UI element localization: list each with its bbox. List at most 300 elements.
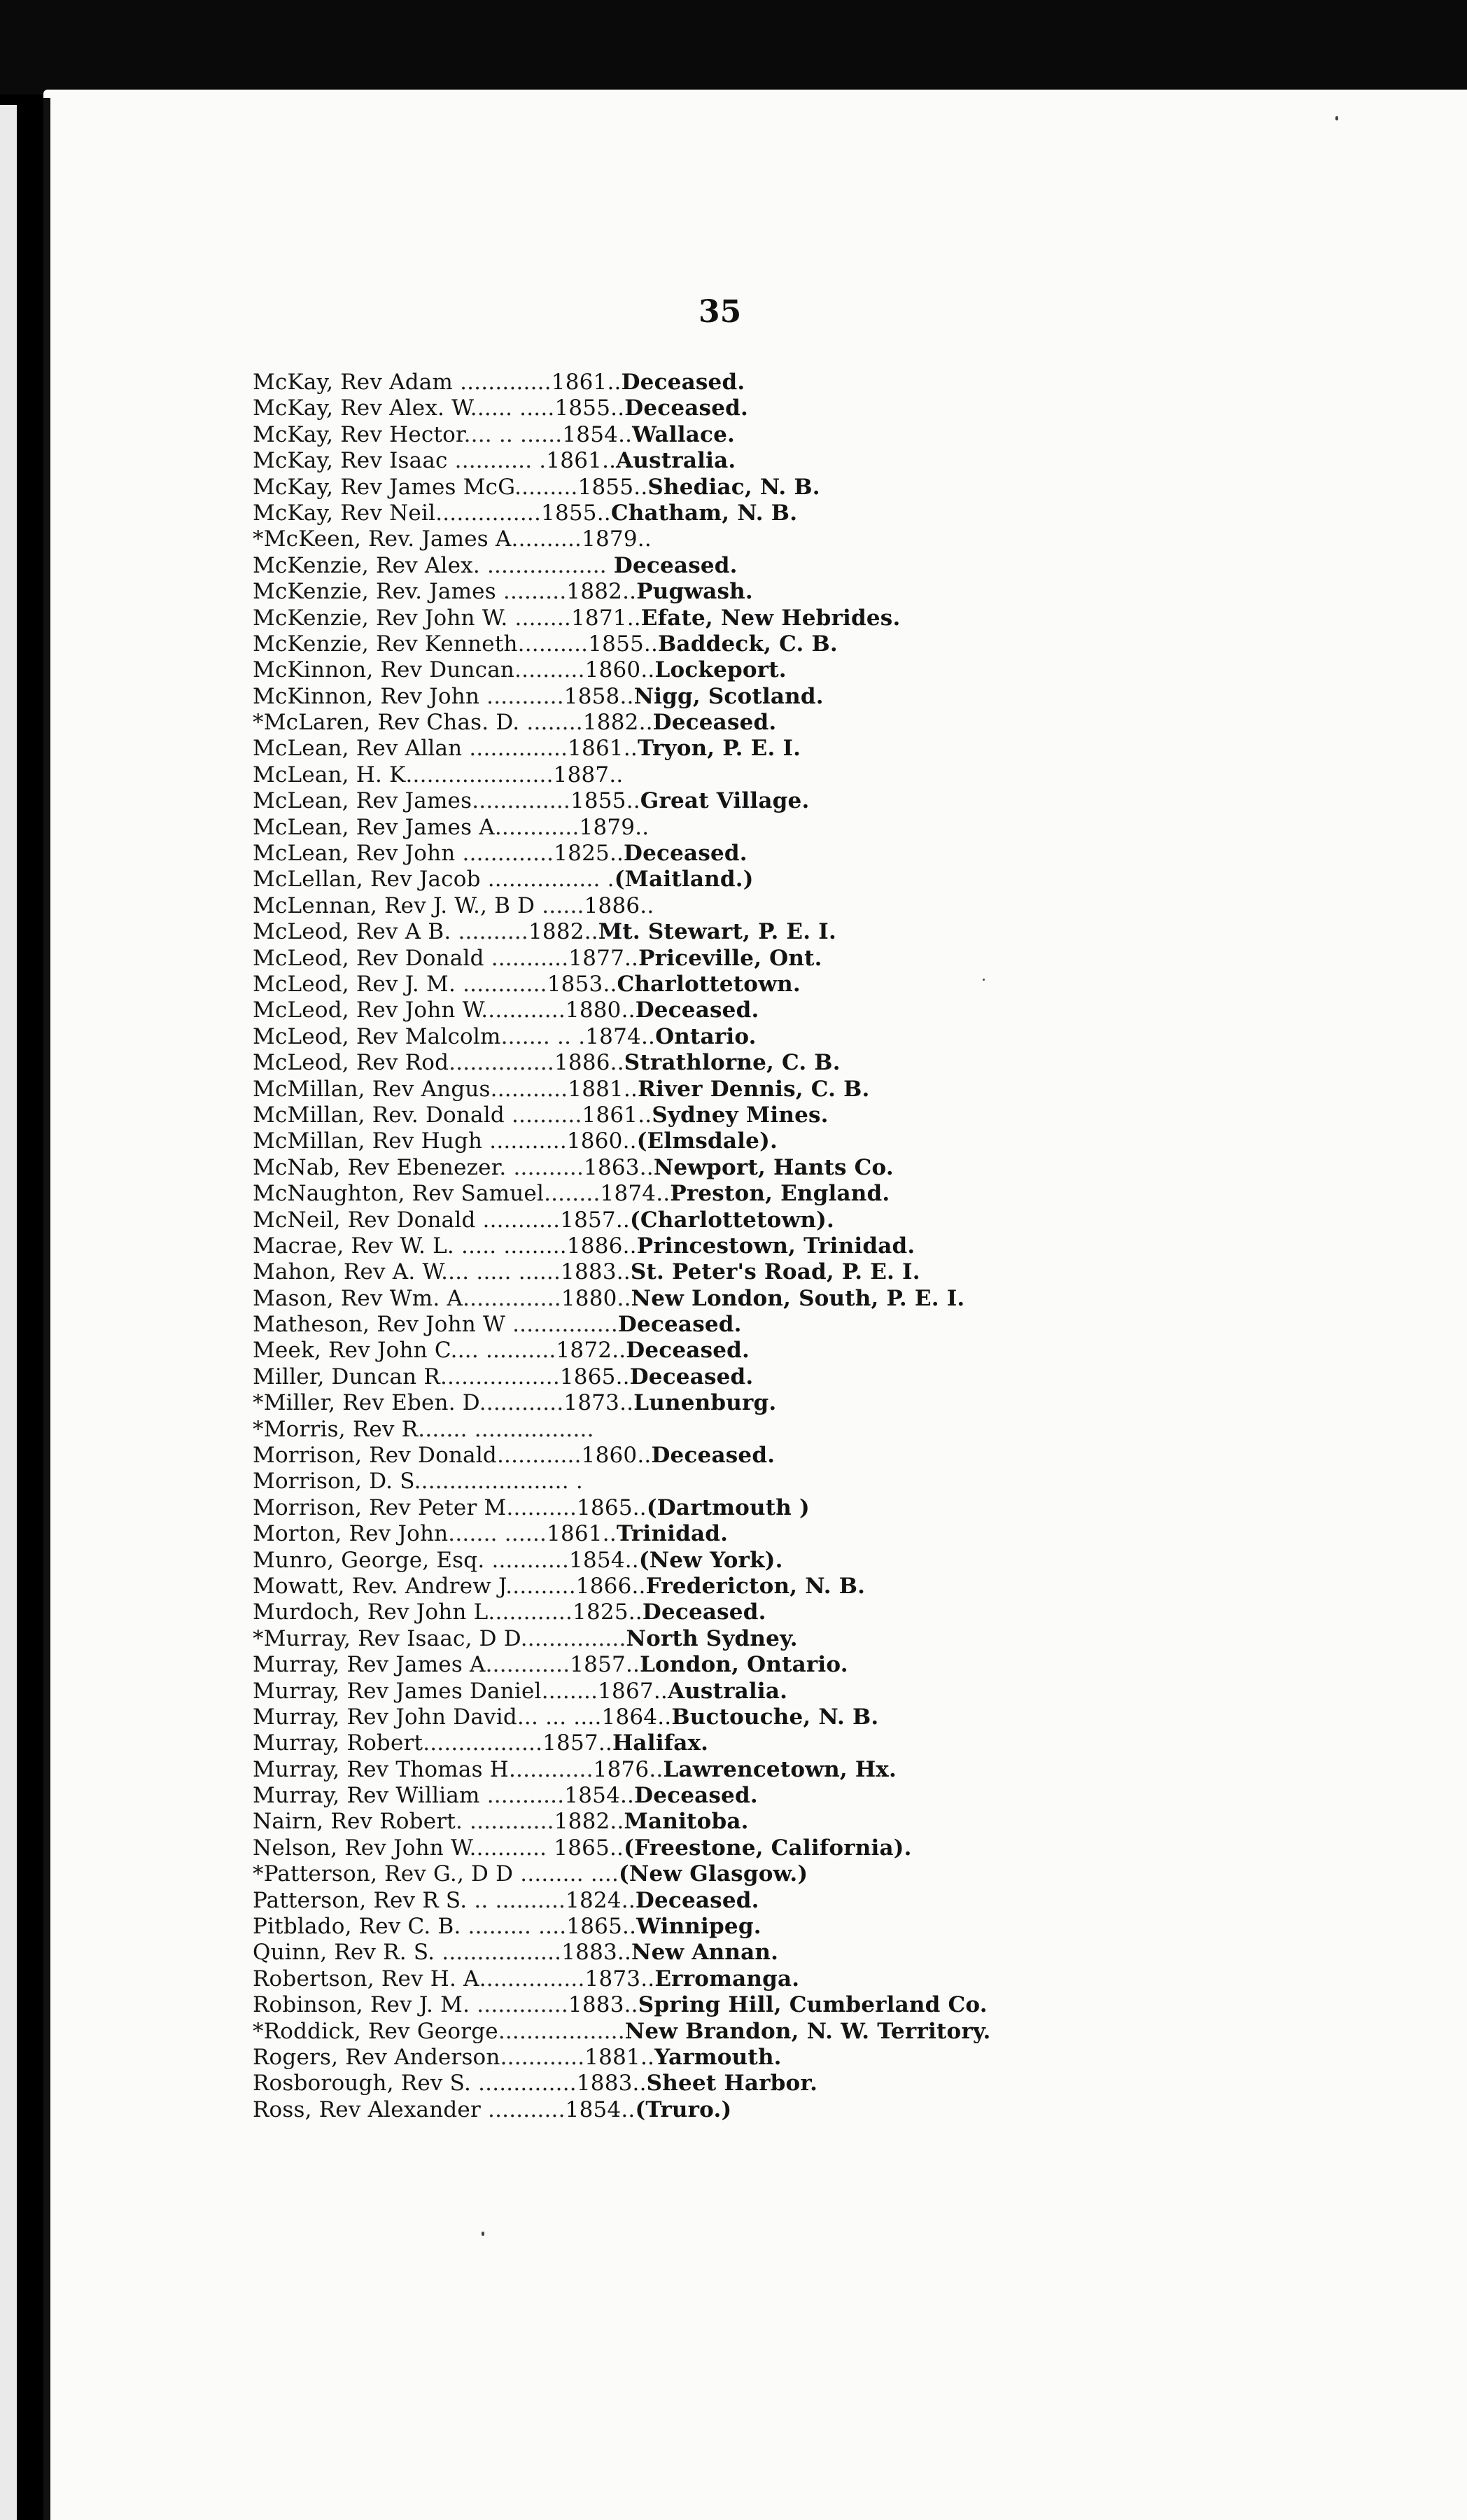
- directory-entry: [253, 762, 1443, 788]
- directory-entry: [253, 1155, 1443, 1181]
- entry-separator: ..: [638, 710, 653, 736]
- entry-year: 1860: [584, 657, 641, 683]
- entry-year: 1855: [588, 631, 644, 657]
- leader-dots: .............: [470, 1992, 568, 2018]
- directory-entry: [253, 2045, 1443, 2071]
- entry-name: Matheson, Rev John W: [253, 1312, 506, 1338]
- leader-dots: ... ... ....: [517, 1704, 602, 1730]
- entry-year: 1860: [566, 1128, 623, 1154]
- entry-separator: ..: [635, 814, 650, 840]
- leader-dots: ............: [485, 1652, 570, 1678]
- leader-dots: . ............: [455, 1809, 554, 1835]
- leader-dots: ..............: [471, 2071, 577, 2096]
- entry-year: 1874: [600, 1181, 657, 1207]
- entry-location: New Brandon, N. W. Territory.: [624, 2018, 991, 2044]
- directory-entry: [253, 1548, 1443, 1574]
- entry-separator: ..: [621, 997, 636, 1023]
- entry-year: 1824: [566, 1887, 622, 1913]
- leader-dots: ............: [500, 2045, 585, 2070]
- entry-name: Nairn, Rev Robert: [253, 1809, 456, 1835]
- directory-entry: [253, 1024, 1443, 1050]
- entry-year: 1883: [561, 1259, 617, 1285]
- directory-entry: [253, 788, 1443, 814]
- entry-year: 1877: [568, 945, 624, 971]
- directory-entry: [253, 1390, 1443, 1416]
- entry-separator: ..: [637, 526, 652, 552]
- entry-name: Morrison, Rev Donald: [253, 1443, 497, 1469]
- leader-dots: ............: [488, 1600, 573, 1625]
- entry-name: McLeod, Rev A B.: [253, 919, 451, 945]
- entry-year: 1861: [568, 736, 624, 762]
- directory-entry: [253, 553, 1443, 579]
- directory-entry: [253, 710, 1443, 736]
- directory-entry: [253, 1208, 1443, 1233]
- entry-separator: ..: [609, 1835, 624, 1861]
- entry-name: McMillan, Rev Angus: [253, 1076, 491, 1102]
- entry-location: North Sydney.: [626, 1625, 798, 1651]
- entry-location: Baddeck, C. B.: [658, 631, 838, 657]
- entry-separator: ..: [638, 1102, 652, 1128]
- directory-entry: [253, 1626, 1443, 1652]
- leader-dots: .................: [479, 552, 614, 578]
- directory-entry: [253, 1574, 1443, 1600]
- entry-year: 1882: [582, 710, 639, 736]
- leader-dots: .........: [514, 474, 578, 500]
- entry-separator: ..: [626, 788, 640, 814]
- entry-location: New London, South, P. E. I.: [631, 1285, 965, 1311]
- directory-entry: [253, 1861, 1443, 1887]
- leader-dots: ..............: [472, 788, 570, 814]
- entry-year: 1855: [541, 500, 597, 526]
- leader-dots: ..........: [504, 1102, 582, 1128]
- leader-dots: ..........: [506, 1154, 584, 1180]
- directory-entry: [253, 1338, 1443, 1364]
- entry-name: McLean, Rev Allan: [253, 736, 463, 762]
- leader-dots: .............: [455, 841, 554, 867]
- entry-location: Priceville, Ont.: [638, 945, 822, 971]
- entry-year: 1871: [570, 605, 627, 631]
- directory-entry: [253, 1940, 1443, 1966]
- entry-location: Deceased.: [652, 710, 777, 736]
- entry-location: Strathlorne, C. B.: [624, 1050, 841, 1076]
- entry-location: Lawrencetown, Hx.: [663, 1756, 897, 1782]
- directory-entry: [253, 946, 1443, 972]
- entry-name: Meek, Rev John C: [253, 1338, 451, 1364]
- leader-dots: ........: [507, 605, 571, 631]
- entry-separator: ..: [610, 396, 625, 421]
- entry-year: 1825: [573, 1600, 629, 1625]
- entry-year: 1854: [569, 1547, 625, 1573]
- entry-name: Quinn, Rev R. S.: [253, 1940, 435, 1966]
- entry-name: Robinson, Rev J. M.: [253, 1992, 470, 2018]
- entry-separator: ..: [631, 1573, 646, 1599]
- entry-location: (Charlottetown).: [629, 1207, 834, 1233]
- directory-entry: [253, 1757, 1443, 1783]
- entry-separator: ..: [624, 945, 639, 971]
- directory-entry: [253, 1443, 1443, 1469]
- leader-dots: ...........: [516, 1756, 594, 1782]
- entry-location: Wallace.: [632, 421, 736, 447]
- entry-name: McLeod, Rev J. M.: [253, 971, 456, 997]
- leader-dots: ...........: [484, 1547, 570, 1573]
- entry-year: 1882: [528, 919, 584, 945]
- entry-year: 1857: [542, 1730, 598, 1756]
- entry-separator: ..: [623, 736, 638, 762]
- entry-location: (New Glasgow.): [619, 1861, 808, 1887]
- entry-location: Shediac, N. B.: [647, 474, 820, 500]
- entry-name: McMillan, Rev. Donald: [253, 1102, 505, 1128]
- entry-location: Nigg, Scotland.: [633, 683, 824, 709]
- leader-dots: .... ..... ......: [441, 1259, 561, 1285]
- entry-separator: ..: [602, 1521, 617, 1547]
- entry-name: Macrae, Rev W. L.: [253, 1233, 454, 1259]
- entry-year: 1872: [556, 1338, 612, 1364]
- leader-dots: ..................: [498, 2018, 625, 2044]
- entry-separator: ..: [625, 1652, 640, 1678]
- entry-location: Buctouche, N. B.: [671, 1704, 879, 1730]
- entry-location: Deceased.: [624, 396, 749, 421]
- entry-year: 1854: [565, 2096, 622, 2122]
- entry-separator: ..: [609, 762, 624, 788]
- leader-dots: ......: [535, 892, 584, 918]
- entry-name: Murray, Rev John David: [253, 1704, 517, 1730]
- entry-name: McLeod, Rev Rod: [253, 1050, 449, 1076]
- directory-list: [253, 370, 1443, 2123]
- entry-separator: ..: [598, 1730, 612, 1756]
- entry-name: McKinnon, Rev John: [253, 683, 480, 709]
- entry-location: Deceased.: [634, 1783, 758, 1809]
- leader-dots: ..........: [517, 631, 589, 657]
- entry-year: 1873: [584, 1966, 641, 1991]
- leader-dots: .............: [453, 370, 552, 395]
- entry-name: Murray, Rev William: [253, 1783, 480, 1809]
- entry-year: 1873: [563, 1390, 620, 1416]
- leader-dots: ................ .: [480, 867, 615, 892]
- entry-name: McLeod, Rev Donald: [253, 945, 484, 971]
- entry-year: 1865: [577, 1494, 633, 1520]
- entry-year: 1867: [598, 1678, 654, 1704]
- directory-entry: [253, 1521, 1443, 1547]
- entry-year: 1857: [570, 1652, 626, 1678]
- gutter-shadow: [17, 105, 43, 2520]
- leader-dots: ........: [544, 1181, 601, 1207]
- directory-entry: [253, 1966, 1443, 1992]
- entry-name: McNaughton, Rev Samuel: [253, 1181, 545, 1207]
- directory-entry: [253, 997, 1443, 1023]
- entry-location: Deceased.: [651, 1443, 775, 1469]
- leader-dots: ...........: [469, 1835, 554, 1861]
- scan-top-border: [0, 0, 1467, 94]
- entry-name: *Patterson, Rev G., D D: [253, 1861, 514, 1887]
- directory-entry: [253, 1417, 1443, 1443]
- entry-location: Pugwash.: [636, 579, 753, 605]
- entry-year: 1861: [582, 1102, 638, 1128]
- entry-location: (Maitland.): [614, 867, 754, 892]
- entry-name: McKay, Rev Adam: [253, 370, 454, 395]
- entry-separator: ..: [624, 1992, 638, 2018]
- entry-location: Erromanga.: [654, 1966, 800, 1991]
- entry-separator: ..: [643, 631, 659, 657]
- entry-location: (Truro.): [635, 2096, 732, 2122]
- entry-name: Munro, George, Esq.: [253, 1547, 485, 1573]
- directory-entry: [253, 841, 1443, 867]
- dust-speck: [482, 2232, 484, 2236]
- entry-name: McKenzie, Rev Kenneth: [253, 631, 518, 657]
- entry-year: 1883: [561, 1940, 617, 1966]
- leader-dots: ...........: [475, 1207, 561, 1233]
- entry-separator: ..: [621, 2096, 636, 2122]
- leader-dots: ..............: [486, 1966, 585, 1991]
- entry-name: Rosborough, Rev S.: [253, 2071, 472, 2096]
- entry-year: 1879: [579, 814, 636, 840]
- entry-location: New Annan.: [631, 1940, 779, 1966]
- directory-entry: [253, 867, 1443, 892]
- directory-entry: [253, 1312, 1443, 1338]
- directory-entry: [253, 370, 1443, 396]
- entry-name: Miller, Duncan R: [253, 1364, 440, 1390]
- leader-dots: ..........: [451, 919, 528, 945]
- leader-dots: ...................... .: [414, 1469, 583, 1494]
- directory-entry: [253, 396, 1443, 421]
- leader-dots: .. ..........: [467, 1887, 566, 1913]
- directory-entry: [253, 815, 1443, 841]
- entry-name: McLean, Rev James: [253, 788, 472, 814]
- directory-entry: [253, 1835, 1443, 1861]
- directory-entry: [253, 1469, 1443, 1494]
- entry-separator: ..: [640, 892, 654, 918]
- leader-dots: ..........: [514, 657, 585, 683]
- entry-name: Morrison, Rev Peter M: [253, 1494, 507, 1520]
- entry-year: 1881: [568, 1076, 624, 1102]
- leader-dots: ...............: [520, 1625, 626, 1651]
- directory-entry: [253, 422, 1443, 448]
- directory-entry: [253, 1809, 1443, 1835]
- entry-name: McLeod, Rev Malcolm: [253, 1023, 501, 1049]
- leader-dots: ............: [479, 1390, 564, 1416]
- entry-location: Newport, Hants Co.: [653, 1154, 894, 1180]
- entry-separator: ..: [633, 474, 648, 500]
- dust-speck: [1335, 116, 1338, 120]
- entry-location: Sheet Harbor.: [646, 2071, 818, 2096]
- entry-location: Australia.: [616, 448, 736, 474]
- entry-year: 1855: [577, 474, 634, 500]
- entry-name: McKenzie, Rev. James: [253, 579, 496, 605]
- leader-dots: ............: [494, 814, 580, 840]
- entry-year: 1883: [568, 1992, 624, 2018]
- leader-dots: ...............: [449, 1050, 554, 1076]
- entry-location: Winnipeg.: [636, 1914, 761, 1940]
- directory-entry: [253, 526, 1443, 552]
- entry-location: Manitoba.: [624, 1809, 749, 1835]
- leader-dots: ........: [519, 710, 583, 736]
- leader-dots: ...........: [479, 1783, 565, 1809]
- entry-name: McLennan, Rev J. W., B D: [253, 892, 535, 918]
- entry-year: 1865: [566, 1914, 623, 1940]
- entry-location: Tryon, P. E. I.: [637, 736, 801, 762]
- entry-separator: ..: [615, 1364, 630, 1390]
- entry-location: Deceased.: [635, 997, 759, 1023]
- entry-year: 1880: [565, 997, 622, 1023]
- entry-separator: ..: [616, 1259, 631, 1285]
- entry-location: London, Ontario.: [640, 1652, 848, 1678]
- binding-edge: [43, 98, 50, 2520]
- entry-year: 1825: [554, 841, 610, 867]
- directory-entry: [253, 1286, 1443, 1312]
- entry-name: McKay, Rev Alex. W: [253, 396, 470, 421]
- entry-year: 1854: [564, 1783, 620, 1809]
- entry-separator: ..: [622, 1914, 637, 1940]
- entry-separator: ..: [649, 1756, 664, 1782]
- leader-dots: ............: [496, 1443, 582, 1469]
- entry-name: Robertson, Rev H. A.: [253, 1966, 486, 1991]
- entry-separator: ..: [622, 1128, 637, 1154]
- entry-location: Fredericton, N. B.: [645, 1573, 866, 1599]
- entry-name: *McLaren, Rev Chas. D.: [253, 710, 520, 736]
- entry-year: 1860: [581, 1443, 638, 1469]
- entry-name: *Morris, Rev R: [253, 1416, 419, 1442]
- entry-separator: ..: [621, 1887, 636, 1913]
- directory-entry: [253, 736, 1443, 762]
- directory-entry: [253, 893, 1443, 919]
- entry-year: 1886: [566, 1233, 623, 1259]
- entry-separator: ..: [628, 1600, 643, 1625]
- directory-entry: [253, 1181, 1443, 1207]
- directory-entry: [253, 684, 1443, 710]
- entry-separator: ..: [619, 683, 634, 709]
- directory-entry: [253, 1102, 1443, 1128]
- entry-separator: ..: [602, 448, 617, 474]
- entry-separator: ..: [610, 1809, 624, 1835]
- entry-name: McLean, Rev James A: [253, 814, 495, 840]
- leader-dots: ...........: [479, 683, 564, 709]
- facing-page-edge: [0, 105, 17, 2520]
- entry-separator: ..: [617, 1285, 631, 1311]
- entry-location: St. Peter's Road, P. E. I.: [630, 1259, 920, 1285]
- leader-dots: .................: [440, 1364, 560, 1390]
- entry-name: Murray, Rev James Daniel: [253, 1678, 542, 1704]
- entry-location: Lockeport.: [654, 657, 787, 683]
- entry-location: Deceased.: [621, 370, 745, 395]
- entry-name: *Miller, Rev Eben. D: [253, 1390, 479, 1416]
- directory-entry: [253, 972, 1443, 997]
- entry-name: McKay, Rev Isaac: [253, 448, 448, 474]
- entry-name: Mowatt, Rev. Andrew J: [253, 1573, 506, 1599]
- entry-name: McKenzie, Rev Alex.: [253, 552, 480, 578]
- entry-location: Charlottetown.: [617, 971, 801, 997]
- entry-year: 1861: [551, 370, 608, 395]
- entry-location: Great Village.: [640, 788, 810, 814]
- entry-separator: ..: [623, 1076, 638, 1102]
- entry-year: 1881: [584, 2045, 640, 2070]
- entry-location: Trinidad.: [616, 1521, 729, 1547]
- entry-location: Yarmouth.: [654, 2045, 782, 2070]
- leader-dots: ..........: [505, 1573, 576, 1599]
- entry-year: 1861: [547, 1521, 603, 1547]
- entry-year: 1866: [575, 1573, 632, 1599]
- directory-entry: [253, 1730, 1443, 1756]
- directory-entry: [253, 1888, 1443, 1914]
- entry-location: Halifax.: [612, 1730, 709, 1756]
- directory-entry: [253, 500, 1443, 526]
- leader-dots: .....................: [405, 762, 554, 788]
- entry-location: Preston, England.: [670, 1181, 890, 1207]
- directory-entry: [253, 1652, 1443, 1678]
- entry-year: 1882: [554, 1809, 610, 1835]
- entry-name: McKenzie, Rev John W.: [253, 605, 508, 631]
- leader-dots: ......... ....: [513, 1861, 619, 1887]
- leader-dots: ...........: [482, 1128, 567, 1154]
- entry-location: Deceased.: [617, 1312, 742, 1338]
- entry-location: Mt. Stewart, P. E. I.: [598, 919, 836, 945]
- entry-location: Lunenburg.: [633, 1390, 777, 1416]
- entry-location: Chatham, N. B.: [610, 500, 798, 526]
- directory-entry: [253, 2019, 1443, 2045]
- entry-name: Patterson, Rev R S.: [253, 1887, 468, 1913]
- entry-location: Deceased.: [635, 1887, 759, 1913]
- entry-year: 1886: [554, 1050, 610, 1076]
- entry-separator: ..: [640, 1966, 655, 1991]
- leader-dots: .................: [435, 1940, 562, 1966]
- entry-location: Princestown, Trinidad.: [636, 1233, 915, 1259]
- leader-dots: ...........: [480, 2096, 566, 2122]
- leader-dots: .................: [423, 1730, 543, 1756]
- entry-year: 1883: [576, 2071, 633, 2096]
- entry-name: *Roddick, Rev George: [253, 2018, 498, 2044]
- entry-separator: ..: [657, 1704, 672, 1730]
- leader-dots: ..... .........: [454, 1233, 567, 1259]
- directory-entry: [253, 1128, 1443, 1154]
- entry-name: Murray, Robert: [253, 1730, 423, 1756]
- entry-year: 1857: [560, 1207, 616, 1233]
- directory-entry: [253, 1495, 1443, 1521]
- directory-entry: [253, 631, 1443, 657]
- entry-separator: ..: [609, 841, 624, 867]
- directory-entry: [253, 919, 1443, 945]
- entry-separator: ..: [640, 657, 655, 683]
- leader-dots: ..............: [463, 1285, 561, 1311]
- entry-name: Murray, Rev James A: [253, 1652, 486, 1678]
- entry-location: River Dennis, C. B.: [638, 1076, 870, 1102]
- entry-location: Deceased.: [642, 1600, 766, 1625]
- entry-separator: ..: [639, 1154, 654, 1180]
- entry-name: McKinnon, Rev Duncan: [253, 657, 515, 683]
- entry-location: Efate, New Hebrides.: [640, 605, 901, 631]
- directory-entry: [253, 475, 1443, 500]
- directory-entry: [253, 657, 1443, 683]
- entry-name: McLellan, Rev Jacob: [253, 867, 481, 892]
- entry-name: Mason, Rev Wm. A: [253, 1285, 463, 1311]
- directory-entry: [253, 1992, 1443, 2018]
- leader-dots: ......... ....: [461, 1914, 567, 1940]
- leader-dots: .... ..........: [450, 1338, 556, 1364]
- entry-name: Murdoch, Rev John L: [253, 1600, 489, 1625]
- entry-separator: ..: [607, 370, 622, 395]
- entry-location: Ontario.: [655, 1023, 757, 1049]
- directory-entry: [253, 1679, 1443, 1704]
- directory-entry: [253, 1364, 1443, 1390]
- directory-entry: [253, 1783, 1443, 1809]
- leader-dots: ..........: [506, 1494, 577, 1520]
- entry-name: McLean, H. K: [253, 762, 406, 788]
- entry-separator: ..: [610, 1050, 624, 1076]
- leader-dots: ...............: [435, 500, 542, 526]
- leader-dots: ............: [481, 997, 566, 1023]
- entry-name: McMillan, Rev Hugh: [253, 1128, 483, 1154]
- entry-separator: ..: [632, 2071, 647, 2096]
- leader-dots: ............: [456, 971, 547, 997]
- entry-year: 1880: [561, 1285, 617, 1311]
- directory-entry: [253, 1259, 1443, 1285]
